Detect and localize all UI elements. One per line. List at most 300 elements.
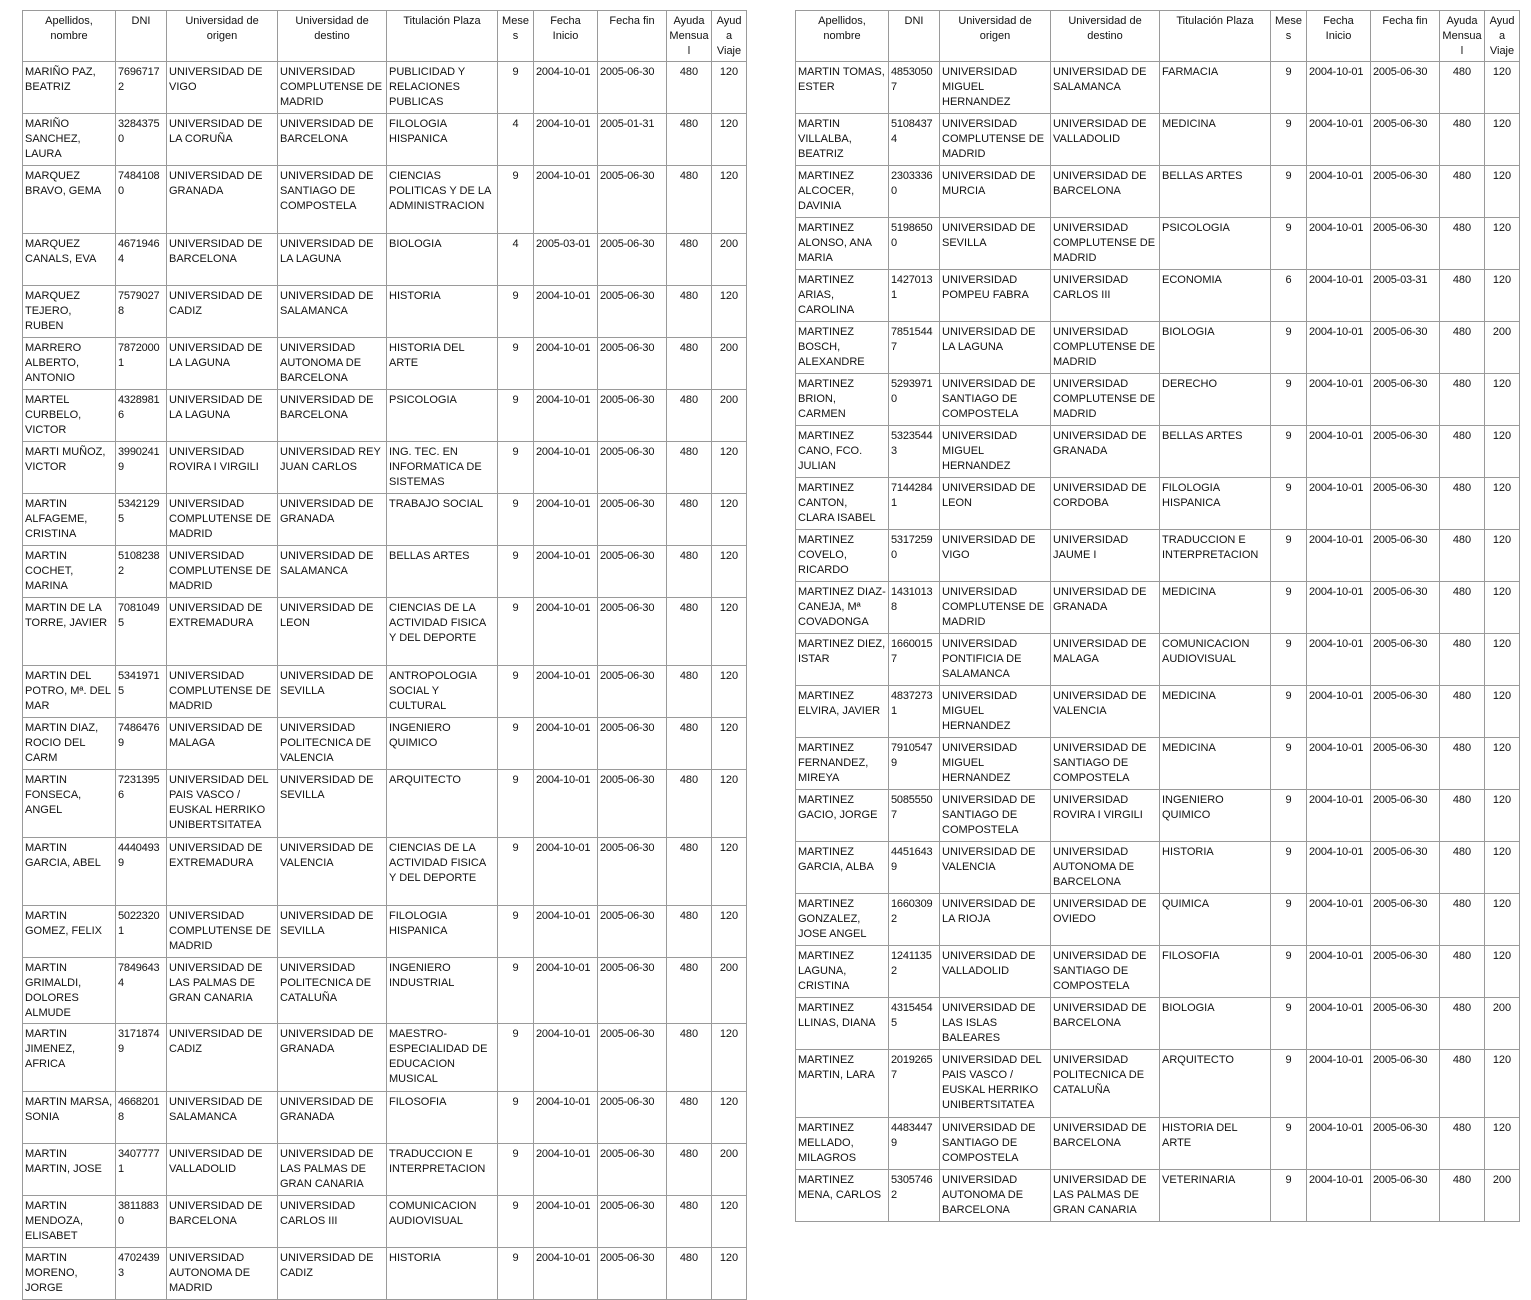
cell-travel-aid: 120 [712,1196,747,1248]
cell-dni: 32843750 [116,114,167,166]
cell-origin: UNIVERSIDAD DE MALAGA [167,718,278,770]
cell-end-date: 2005-06-30 [1371,790,1440,842]
cell-origin: UNIVERSIDAD DE LA CORUÑA [167,114,278,166]
cell-start-date: 2004-10-01 [1307,322,1371,374]
cell-monthly-aid: 480 [667,958,712,1024]
cell-travel-aid: 200 [1485,998,1520,1050]
cell-start-date: 2004-10-01 [534,546,598,598]
cell-travel-aid: 120 [712,1092,747,1144]
cell-end-date: 2005-06-30 [598,62,667,114]
cell-origin: UNIVERSIDAD DE EXTREMADURA [167,598,278,666]
cell-travel-aid: 120 [712,666,747,718]
cell-monthly-aid: 480 [1440,218,1485,270]
cell-dni: 43154545 [889,998,940,1050]
cell-start-date: 2004-10-01 [1307,998,1371,1050]
cell-dni: 53419715 [116,666,167,718]
cell-travel-aid: 120 [1485,270,1520,322]
cell-travel-aid: 120 [712,546,747,598]
cell-dni: 51082382 [116,546,167,598]
cell-name: MARTINEZ ALCOCER, DAVINIA [796,166,889,218]
cell-degree: QUIMICA [1160,894,1271,946]
cell-destination: UNIVERSIDAD DE CADIZ [278,1248,387,1300]
cell-degree: ECONOMIA [1160,270,1271,322]
cell-end-date: 2005-06-30 [598,770,667,838]
table-row [23,286,747,338]
cell-months: 9 [1271,218,1307,270]
cell-name: MARTINEZ GONZALEZ, JOSE ANGEL [796,894,889,946]
table-row [23,1196,747,1248]
cell-end-date: 2005-06-30 [1371,426,1440,478]
cell-name: MARTI MUÑOZ, VICTOR [23,442,116,494]
cell-end-date: 2005-06-30 [1371,998,1440,1050]
cell-monthly-aid: 480 [1440,842,1485,894]
cell-travel-aid: 200 [712,1144,747,1196]
cell-name: MARQUEZ BRAVO, GEMA [23,166,116,234]
header-start-date: Fecha Inicio [534,11,598,62]
cell-monthly-aid: 480 [667,1248,712,1300]
cell-degree: INGENIERO QUIMICO [387,718,498,770]
cell-travel-aid: 120 [712,718,747,770]
cell-name: MARTIN GRIMALDI, DOLORES ALMUDE [23,958,116,1024]
cell-name: MARTINEZ ARIAS, CAROLINA [796,270,889,322]
cell-months: 4 [498,234,534,286]
cell-origin: UNIVERSIDAD MIGUEL HERNANDEZ [940,738,1051,790]
cell-travel-aid: 120 [1485,582,1520,634]
cell-dni: 44516439 [889,842,940,894]
cell-name: MARTINEZ FERNANDEZ, MIREYA [796,738,889,790]
cell-dni: 74864769 [116,718,167,770]
cell-destination: UNIVERSIDAD DE BARCELONA [1051,998,1160,1050]
header-degree: Titulación Plaza [387,11,498,62]
cell-end-date: 2005-06-30 [598,494,667,546]
cell-degree: HISTORIA [387,286,498,338]
table-row [23,838,747,906]
table-row [23,1248,747,1300]
cell-degree: TRABAJO SOCIAL [387,494,498,546]
cell-origin: UNIVERSIDAD DE VIGO [167,62,278,114]
cell-travel-aid: 120 [1485,634,1520,686]
cell-start-date: 2004-10-01 [1307,374,1371,426]
table-row [23,390,747,442]
cell-degree: BIOLOGIA [1160,998,1271,1050]
table-row [796,218,1520,270]
cell-name: MARTINEZ MARTIN, LARA [796,1050,889,1118]
cell-degree: FILOLOGIA HISPANICA [1160,478,1271,530]
cell-degree: CIENCIAS DE LA ACTIVIDAD FISICA Y DEL DEPORTE [387,598,498,666]
cell-degree: TRADUCCION E INTERPRETACION [1160,530,1271,582]
cell-monthly-aid: 480 [667,1024,712,1092]
cell-dni: 79105479 [889,738,940,790]
cell-monthly-aid: 480 [1440,374,1485,426]
cell-end-date: 2005-06-30 [598,1092,667,1144]
cell-dni: 16603092 [889,894,940,946]
cell-origin: UNIVERSIDAD DE LAS ISLAS BALEARES [940,998,1051,1050]
cell-monthly-aid: 480 [1440,478,1485,530]
cell-origin: UNIVERSIDAD DE SEVILLA [940,218,1051,270]
cell-origin: UNIVERSIDAD DE CADIZ [167,286,278,338]
cell-start-date: 2004-10-01 [1307,1170,1371,1222]
cell-degree: FILOSOFIA [1160,946,1271,998]
cell-destination: UNIVERSIDAD ROVIRA I VIRGILI [1051,790,1160,842]
cell-end-date: 2005-06-30 [1371,894,1440,946]
cell-monthly-aid: 480 [667,234,712,286]
cell-end-date: 2005-06-30 [598,546,667,598]
table-row [796,686,1520,738]
header-row [796,11,1520,62]
header-destination: Universidad de destino [1051,11,1160,62]
cell-degree: HISTORIA [387,1248,498,1300]
cell-destination: UNIVERSIDAD DE BARCELONA [1051,166,1160,218]
cell-end-date: 2005-06-30 [598,442,667,494]
cell-degree: FARMACIA [1160,62,1271,114]
cell-monthly-aid: 480 [1440,998,1485,1050]
cell-months: 9 [1271,478,1307,530]
cell-travel-aid: 200 [712,958,747,1024]
cell-monthly-aid: 480 [1440,686,1485,738]
cell-travel-aid: 120 [712,1248,747,1300]
cell-travel-aid: 120 [1485,1118,1520,1170]
cell-name: MARTIN DEL POTRO, Mª. DEL MAR [23,666,116,718]
cell-end-date: 2005-06-30 [598,666,667,718]
cell-name: MARTIN DIAZ, ROCIO DEL CARM [23,718,116,770]
cell-degree: DERECHO [1160,374,1271,426]
cell-months: 9 [1271,582,1307,634]
cell-name: MARIÑO PAZ, BEATRIZ [23,62,116,114]
cell-end-date: 2005-06-30 [1371,946,1440,998]
cell-travel-aid: 120 [1485,686,1520,738]
cell-dni: 46719464 [116,234,167,286]
cell-months: 9 [1271,1118,1307,1170]
header-months: Meses [498,11,534,62]
cell-name: MARTINEZ MELLADO, MILAGROS [796,1118,889,1170]
cell-origin: UNIVERSIDAD DE CADIZ [167,1024,278,1092]
cell-name: MARTIN MARSA, SONIA [23,1092,116,1144]
cell-monthly-aid: 480 [667,906,712,958]
cell-destination: UNIVERSIDAD DE LA LAGUNA [278,234,387,286]
cell-degree: BIOLOGIA [1160,322,1271,374]
cell-degree: BELLAS ARTES [1160,166,1271,218]
cell-origin: UNIVERSIDAD DE SANTIAGO DE COMPOSTELA [940,1118,1051,1170]
table-row [23,666,747,718]
cell-dni: 48530507 [889,62,940,114]
cell-start-date: 2004-10-01 [534,1248,598,1300]
cell-name: MARIÑO SANCHEZ, LAURA [23,114,116,166]
table-row [796,270,1520,322]
table-row [23,958,747,1024]
cell-monthly-aid: 480 [1440,790,1485,842]
cell-months: 9 [498,286,534,338]
cell-end-date: 2005-01-31 [598,114,667,166]
table-row [796,894,1520,946]
table-row [23,598,747,666]
table-row [796,738,1520,790]
cell-dni: 53235443 [889,426,940,478]
cell-months: 9 [1271,62,1307,114]
cell-degree: ARQUITECTO [387,770,498,838]
cell-destination: UNIVERSIDAD DE GRANADA [278,1092,387,1144]
cell-start-date: 2004-10-01 [534,338,598,390]
cell-destination: UNIVERSIDAD DE SEVILLA [278,666,387,718]
cell-origin: UNIVERSIDAD COMPLUTENSE DE MADRID [940,114,1051,166]
cell-start-date: 2004-10-01 [534,958,598,1024]
cell-name: MARTIN MORENO, JORGE [23,1248,116,1300]
cell-months: 9 [498,1196,534,1248]
table-row [23,1144,747,1196]
cell-degree: CIENCIAS DE LA ACTIVIDAD FISICA Y DEL DEPORTE [387,838,498,906]
table-row [796,478,1520,530]
cell-origin: UNIVERSIDAD MIGUEL HERNANDEZ [940,426,1051,478]
header-monthly-aid: Ayuda Mensual [1440,11,1485,62]
cell-start-date: 2004-10-01 [1307,166,1371,218]
cell-months: 9 [498,338,534,390]
cell-destination: UNIVERSIDAD JAUME I [1051,530,1160,582]
cell-end-date: 2005-06-30 [1371,1170,1440,1222]
cell-months: 9 [498,838,534,906]
cell-origin: UNIVERSIDAD COMPLUTENSE DE MADRID [167,666,278,718]
cell-name: MARTIN GARCIA, ABEL [23,838,116,906]
cell-travel-aid: 120 [712,838,747,906]
cell-end-date: 2005-06-30 [598,1144,667,1196]
cell-end-date: 2005-06-30 [1371,1050,1440,1118]
cell-name: MARTINEZ CANO, FCO. JULIAN [796,426,889,478]
cell-start-date: 2004-10-01 [534,442,598,494]
cell-degree: MAESTRO-ESPECIALIDAD DE EDUCACION MUSICAL [387,1024,498,1092]
cell-degree: HISTORIA DEL ARTE [387,338,498,390]
cell-name: MARTIN TOMAS, ESTER [796,62,889,114]
cell-end-date: 2005-06-30 [598,286,667,338]
cell-name: MARTIN GOMEZ, FELIX [23,906,116,958]
cell-months: 9 [498,718,534,770]
cell-destination: UNIVERSIDAD DE BARCELONA [278,114,387,166]
cell-destination: UNIVERSIDAD DE SANTIAGO DE COMPOSTELA [1051,738,1160,790]
cell-travel-aid: 120 [1485,842,1520,894]
cell-name: MARTIN COCHET, MARINA [23,546,116,598]
cell-travel-aid: 200 [712,338,747,390]
header-travel-aid: Ayuda Viaje [1485,11,1520,62]
cell-destination: UNIVERSIDAD DE BARCELONA [278,390,387,442]
cell-destination: UNIVERSIDAD COMPLUTENSE DE MADRID [1051,322,1160,374]
cell-origin: UNIVERSIDAD COMPLUTENSE DE MADRID [167,494,278,546]
cell-start-date: 2004-10-01 [1307,426,1371,478]
cell-dni: 78496434 [116,958,167,1024]
cell-travel-aid: 120 [1485,374,1520,426]
cell-dni: 39902419 [116,442,167,494]
cell-end-date: 2005-03-31 [1371,270,1440,322]
cell-dni: 44404939 [116,838,167,906]
cell-degree: ARQUITECTO [1160,1050,1271,1118]
cell-end-date: 2005-06-30 [598,1024,667,1092]
cell-dni: 51084374 [889,114,940,166]
cell-dni: 46682018 [116,1092,167,1144]
cell-dni: 43289816 [116,390,167,442]
cell-origin: UNIVERSIDAD AUTONOMA DE BARCELONA [940,1170,1051,1222]
header-destination: Universidad de destino [278,11,387,62]
cell-monthly-aid: 480 [667,286,712,338]
cell-dni: 31718749 [116,1024,167,1092]
cell-dni: 23033360 [889,166,940,218]
cell-months: 9 [498,906,534,958]
cell-dni: 12411352 [889,946,940,998]
header-dni: DNI [116,11,167,62]
cell-travel-aid: 200 [712,390,747,442]
cell-months: 9 [498,390,534,442]
cell-start-date: 2004-10-01 [1307,686,1371,738]
cell-degree: TRADUCCION E INTERPRETACION [387,1144,498,1196]
cell-name: MARTINEZ ALONSO, ANA MARIA [796,218,889,270]
cell-origin: UNIVERSIDAD DE SALAMANCA [167,1092,278,1144]
cell-travel-aid: 120 [712,62,747,114]
cell-start-date: 2004-10-01 [1307,634,1371,686]
table-row [796,62,1520,114]
cell-origin: UNIVERSIDAD PONTIFICIA DE SALAMANCA [940,634,1051,686]
cell-start-date: 2004-10-01 [1307,842,1371,894]
cell-destination: UNIVERSIDAD DE OVIEDO [1051,894,1160,946]
cell-travel-aid: 120 [1485,790,1520,842]
cell-months: 9 [1271,426,1307,478]
cell-start-date: 2004-10-01 [534,770,598,838]
cell-monthly-aid: 480 [1440,1170,1485,1222]
cell-destination: UNIVERSIDAD DE GRANADA [1051,426,1160,478]
table-body [796,62,1520,1222]
cell-origin: UNIVERSIDAD DE GRANADA [167,166,278,234]
cell-start-date: 2004-10-01 [1307,790,1371,842]
cell-travel-aid: 200 [1485,1170,1520,1222]
cell-destination: UNIVERSIDAD DE SALAMANCA [278,286,387,338]
table-row [796,530,1520,582]
cell-destination: UNIVERSIDAD POLITECNICA DE CATALUÑA [278,958,387,1024]
cell-start-date: 2004-10-01 [534,1092,598,1144]
table-row [796,634,1520,686]
cell-start-date: 2004-10-01 [1307,894,1371,946]
cell-travel-aid: 120 [712,442,747,494]
cell-months: 9 [1271,530,1307,582]
cell-dni: 14270131 [889,270,940,322]
cell-monthly-aid: 480 [667,1144,712,1196]
cell-travel-aid: 200 [712,234,747,286]
cell-monthly-aid: 480 [667,390,712,442]
cell-months: 9 [1271,946,1307,998]
table-row [23,770,747,838]
table-row [23,1092,747,1144]
cell-travel-aid: 120 [1485,738,1520,790]
header-travel-aid: Ayuda Viaje [712,11,747,62]
cell-dni: 16600157 [889,634,940,686]
cell-name: MARTIN FONSECA, ANGEL [23,770,116,838]
cell-months: 9 [498,166,534,234]
table-body [23,62,747,1300]
cell-dni: 53172590 [889,530,940,582]
cell-dni: 78515447 [889,322,940,374]
cell-months: 9 [498,598,534,666]
cell-monthly-aid: 480 [667,62,712,114]
cell-degree: CIENCIAS POLITICAS Y DE LA ADMINISTRACION [387,166,498,234]
cell-name: MARTIN MARTIN, JOSE [23,1144,116,1196]
header-dni: DNI [889,11,940,62]
header-months: Meses [1271,11,1307,62]
grant-table-right [795,10,1520,1222]
cell-degree: HISTORIA [1160,842,1271,894]
cell-degree: VETERINARIA [1160,1170,1271,1222]
cell-start-date: 2004-10-01 [534,1196,598,1248]
cell-start-date: 2004-10-01 [1307,738,1371,790]
table-row [23,338,747,390]
cell-degree: PSICOLOGIA [1160,218,1271,270]
cell-monthly-aid: 480 [667,718,712,770]
header-start-date: Fecha Inicio [1307,11,1371,62]
cell-dni: 50855507 [889,790,940,842]
cell-end-date: 2005-06-30 [1371,686,1440,738]
cell-name: MARTINEZ COVELO, RICARDO [796,530,889,582]
cell-travel-aid: 120 [1485,166,1520,218]
cell-travel-aid: 120 [1485,218,1520,270]
cell-travel-aid: 120 [1485,530,1520,582]
cell-origin: UNIVERSIDAD DE MURCIA [940,166,1051,218]
cell-name: MARTEL CURBELO, VICTOR [23,390,116,442]
cell-name: MARTIN VILLALBA, BEATRIZ [796,114,889,166]
cell-name: MARTIN DE LA TORRE, JAVIER [23,598,116,666]
cell-end-date: 2005-06-30 [598,598,667,666]
cell-name: MARTINEZ BOSCH, ALEXANDRE [796,322,889,374]
cell-destination: UNIVERSIDAD DE VALENCIA [1051,686,1160,738]
table-row [796,1118,1520,1170]
cell-degree: BIOLOGIA [387,234,498,286]
cell-origin: UNIVERSIDAD DE VIGO [940,530,1051,582]
header-name: Apellidos, nombre [23,11,116,62]
cell-start-date: 2004-10-01 [534,1024,598,1092]
table-row [23,166,747,234]
cell-dni: 48372731 [889,686,940,738]
grant-table-left [22,10,747,1300]
cell-origin: UNIVERSIDAD DE BARCELONA [167,1196,278,1248]
cell-destination: UNIVERSIDAD DE LAS PALMAS DE GRAN CANARIA [278,1144,387,1196]
cell-monthly-aid: 480 [1440,166,1485,218]
cell-dni: 50223201 [116,906,167,958]
cell-monthly-aid: 480 [1440,894,1485,946]
cell-start-date: 2004-10-01 [534,62,598,114]
table-header [796,11,1520,62]
cell-monthly-aid: 480 [1440,946,1485,998]
cell-origin: UNIVERSIDAD DE SANTIAGO DE COMPOSTELA [940,790,1051,842]
cell-monthly-aid: 480 [667,114,712,166]
cell-destination: UNIVERSIDAD DE SALAMANCA [278,546,387,598]
cell-travel-aid: 120 [1485,478,1520,530]
cell-degree: ING. TEC. EN INFORMATICA DE SISTEMAS [387,442,498,494]
cell-travel-aid: 120 [1485,426,1520,478]
cell-destination: UNIVERSIDAD DE BARCELONA [1051,1118,1160,1170]
cell-destination: UNIVERSIDAD AUTONOMA DE BARCELONA [278,338,387,390]
cell-months: 9 [1271,842,1307,894]
cell-start-date: 2004-10-01 [1307,946,1371,998]
cell-degree: FILOLOGIA HISPANICA [387,114,498,166]
cell-end-date: 2005-06-30 [1371,374,1440,426]
cell-origin: UNIVERSIDAD DE LA LAGUNA [940,322,1051,374]
cell-degree: INGENIERO QUIMICO [1160,790,1271,842]
cell-travel-aid: 120 [1485,62,1520,114]
cell-origin: UNIVERSIDAD ROVIRA I VIRGILI [167,442,278,494]
cell-start-date: 2004-10-01 [1307,530,1371,582]
table-row [796,946,1520,998]
cell-end-date: 2005-06-30 [1371,1118,1440,1170]
cell-origin: UNIVERSIDAD DE SANTIAGO DE COMPOSTELA [940,374,1051,426]
cell-travel-aid: 120 [712,906,747,958]
cell-origin: UNIVERSIDAD AUTONOMA DE MADRID [167,1248,278,1300]
cell-months: 9 [498,494,534,546]
cell-degree: HISTORIA DEL ARTE [1160,1118,1271,1170]
table-row [796,322,1520,374]
cell-degree: COMUNICACION AUDIOVISUAL [387,1196,498,1248]
cell-origin: UNIVERSIDAD DEL PAIS VASCO / EUSKAL HERRIKO UNIBERTSITATEA [940,1050,1051,1118]
cell-end-date: 2005-06-30 [1371,738,1440,790]
